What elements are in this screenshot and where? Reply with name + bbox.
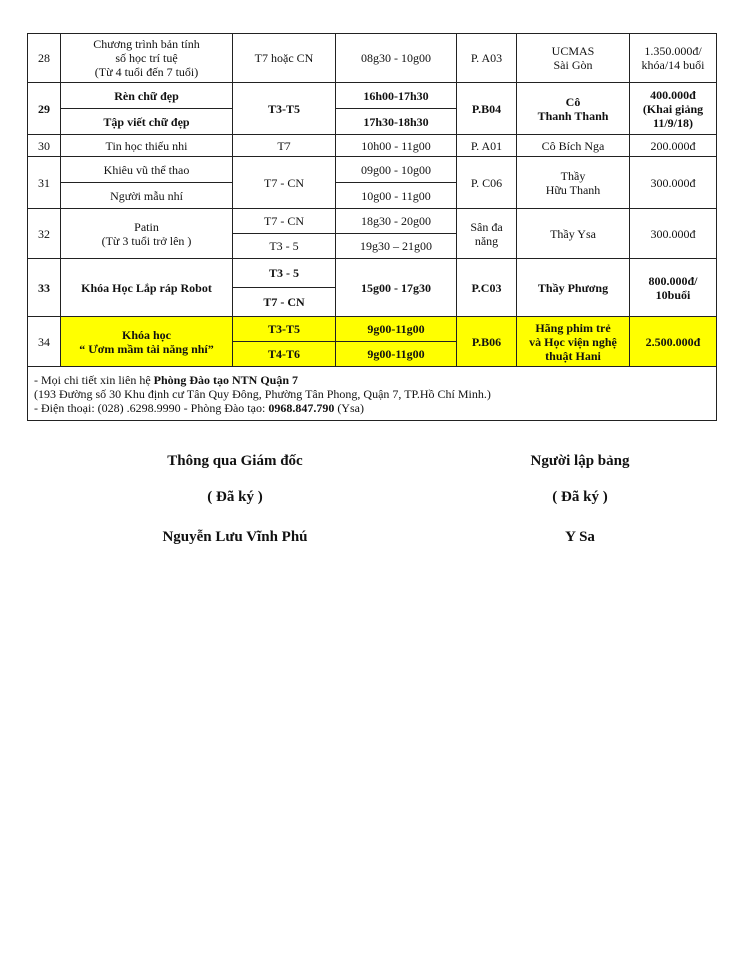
notes-row [28, 367, 717, 421]
teacher: Hãng phim trẻ và Học viện nghệ thuật Hani [517, 317, 630, 367]
fee: 300.000đ [630, 209, 717, 259]
course-name: Khiêu vũ thể thao [61, 157, 233, 183]
preparer-name: Y Sa [565, 529, 595, 545]
class-days: T7 - CN [233, 209, 336, 234]
notes-line-2: (193 Đường số 30 Khu định cư Tân Quy Đông, Phường Tân Phong, Quận 7, TP.Hồ Chí Minh.) [34, 386, 491, 401]
teacher: Thầy Hữu Thanh [517, 157, 630, 209]
room: P.C03 [457, 259, 517, 317]
row-number: 29 [28, 83, 61, 135]
course-name: Chương trình bản tính số học trí tuệ (Từ 4 tuổi đến 7 tuổi) [61, 34, 233, 83]
class-time: 19g30 – 21g00 [336, 234, 457, 259]
notes-line-3: - Điện thoại: (028) .6298.9990 - Phòng Đào tạo: 0968.847.790 (Ysa) [34, 400, 364, 415]
table-row [28, 83, 717, 109]
class-time: 10h00 - 11g00 [336, 135, 457, 157]
class-time: 17h30-18h30 [336, 109, 457, 135]
class-time: 9g00-11g00 [336, 342, 457, 367]
course-name: Khóa học “ Ươm mầm tài năng nhí” [61, 317, 233, 367]
fee: 1.350.000đ/ khóa/14 buổi [630, 34, 717, 83]
course-name: Tin học thiếu nhi [61, 135, 233, 157]
room: P. A03 [457, 34, 517, 83]
class-time: 15g00 - 17g30 [336, 259, 457, 317]
teacher: Thầy Ysa [517, 209, 630, 259]
table-row [28, 209, 717, 234]
class-days: T7 - CN [233, 288, 336, 317]
row-number: 34 [28, 317, 61, 367]
notes-line-1: - Mọi chi tiết xin liên hệ Phòng Đào tạo NTN Quận 7 [34, 372, 299, 387]
fee: 200.000đ [630, 135, 717, 157]
class-time: 9g00-11g00 [336, 317, 457, 342]
approver-title: Thông qua Giám đốc [167, 453, 303, 469]
class-days: T7 hoặc CN [233, 34, 336, 83]
class-days: T3-T5 [233, 317, 336, 342]
fee: 300.000đ [630, 157, 717, 209]
teacher: Cô Thanh Thanh [517, 83, 630, 135]
class-days: T7 [233, 135, 336, 157]
row-number: 31 [28, 157, 61, 209]
class-time: 18g30 - 20g00 [336, 209, 457, 234]
course-name: Rèn chữ đẹp [61, 83, 233, 109]
teacher: UCMAS Sài Gòn [517, 34, 630, 83]
course-name: Người mẫu nhí [61, 183, 233, 209]
room: P. A01 [457, 135, 517, 157]
room: P.B04 [457, 83, 517, 135]
class-time: 09g00 - 10g00 [336, 157, 457, 183]
fee: 800.000đ/ 10buổi [630, 259, 717, 317]
course-name: Patin (Từ 3 tuổi trở lên ) [61, 209, 233, 259]
class-days: T3 - 5 [233, 234, 336, 259]
class-time: 16h00-17h30 [336, 83, 457, 109]
row-number: 30 [28, 135, 61, 157]
table-row [28, 34, 717, 83]
row-number: 32 [28, 209, 61, 259]
schedule-table [27, 33, 717, 421]
class-time: 10g00 - 11g00 [336, 183, 457, 209]
teacher: Thầy Phương [517, 259, 630, 317]
fee: 400.000đ (Khai giảng 11/9/18) [630, 83, 717, 135]
approver-name: Nguyễn Lưu Vĩnh Phú [162, 529, 308, 545]
fee: 2.500.000đ [630, 317, 717, 367]
class-days: T3 - 5 [233, 259, 336, 288]
room: P.B06 [457, 317, 517, 367]
preparer-title: Người lập bảng [530, 453, 630, 469]
table-row [28, 157, 717, 183]
row-number: 28 [28, 34, 61, 83]
preparer-signed: ( Đã ký ) [552, 489, 608, 505]
class-time: 08g30 - 10g00 [336, 34, 457, 83]
table-row [28, 135, 717, 157]
course-name: Khóa Học Lắp ráp Robot [61, 259, 233, 317]
class-days: T7 - CN [233, 157, 336, 209]
course-name: Tập viết chữ đẹp [61, 109, 233, 135]
room: Sân đa năng [457, 209, 517, 259]
approver-signed: ( Đã ký ) [207, 489, 263, 505]
teacher: Cô Bích Nga [517, 135, 630, 157]
class-days: T4-T6 [233, 342, 336, 367]
row-number: 33 [28, 259, 61, 317]
class-days: T3-T5 [233, 83, 336, 135]
contact-notes [28, 367, 717, 421]
table-row [28, 259, 717, 288]
table-row [28, 317, 717, 342]
room: P. C06 [457, 157, 517, 209]
